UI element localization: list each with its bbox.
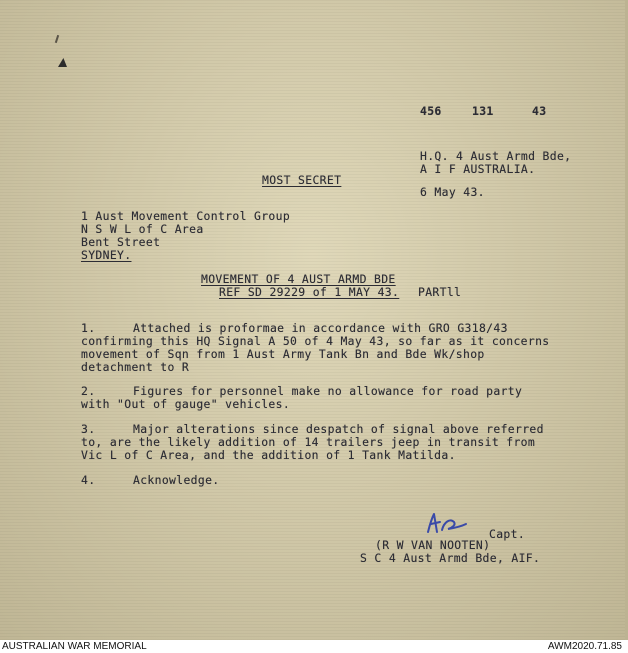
paragraph-2-line-2: with "Out of gauge" vehicles. xyxy=(81,397,291,411)
paragraph-3-line-2: to, are the likely addition of 14 trailers jeep in transit from xyxy=(81,435,536,449)
subject-line-2: REF SD 29229 of 1 MAY 43. xyxy=(219,285,400,299)
signature-rank: Capt. xyxy=(489,527,526,541)
reference-number-1: 456 xyxy=(420,104,442,118)
signature-name: (R W VAN NOOTEN) xyxy=(375,538,491,552)
signature-title: S C 4 Aust Armd Bde, AIF. xyxy=(360,551,541,565)
header-address-line-1: H.Q. 4 Aust Armd Bde, xyxy=(420,149,572,163)
recipient-line-3: Bent Street xyxy=(81,235,161,249)
recipient-line-4: SYDNEY. xyxy=(81,248,132,262)
paper-mark xyxy=(55,35,59,43)
recipient-line-2: N S W L of C Area xyxy=(81,222,204,236)
document-date: 6 May 43. xyxy=(420,185,485,199)
footer-accession-number: AWM2020.71.85 xyxy=(547,641,622,652)
paragraph-2-line-1: Figures for personnel make no allowance for road party xyxy=(133,384,523,398)
header-address-line-2: A I F AUSTRALIA. xyxy=(420,162,536,176)
reference-number-3: 43 xyxy=(532,104,547,118)
recipient-line-1: 1 Aust Movement Control Group xyxy=(81,209,291,223)
paragraph-1-line-3: movement of Sqn from 1 Aust Army Tank Bn and Bde Wk/shop xyxy=(81,347,485,361)
subject-part: PARTll xyxy=(418,285,462,299)
subject-line-1: MOVEMENT OF 4 AUST ARMD BDE xyxy=(201,272,396,286)
pinhole-mark xyxy=(58,58,67,67)
paragraph-1-line-1: Attached is proformae in accordance with GRO G318/43 xyxy=(133,321,508,335)
paragraph-3-number: 3. xyxy=(81,422,96,436)
footer-credit: AUSTRALIAN WAR MEMORIAL xyxy=(2,641,147,652)
paragraph-3-line-1: Major alterations since despatch of signal above referred xyxy=(133,422,544,436)
reference-number-2: 131 xyxy=(472,104,494,118)
paragraph-1-line-2: confirming this HQ Signal A 50 of 4 May 43, so far as it concerns xyxy=(81,334,550,348)
paragraph-4-line-1: Acknowledge. xyxy=(133,473,220,487)
paragraph-1-line-4: detachment to R xyxy=(81,360,190,374)
paragraph-1-number: 1. xyxy=(81,321,96,335)
classification-label: MOST SECRET xyxy=(262,173,342,187)
paragraph-4-number: 4. xyxy=(81,473,96,487)
handwritten-signature xyxy=(422,510,472,536)
paragraph-2-number: 2. xyxy=(81,384,96,398)
paragraph-3-line-3: Vic L of C Area, and the addition of 1 Tank Matilda. xyxy=(81,448,456,462)
